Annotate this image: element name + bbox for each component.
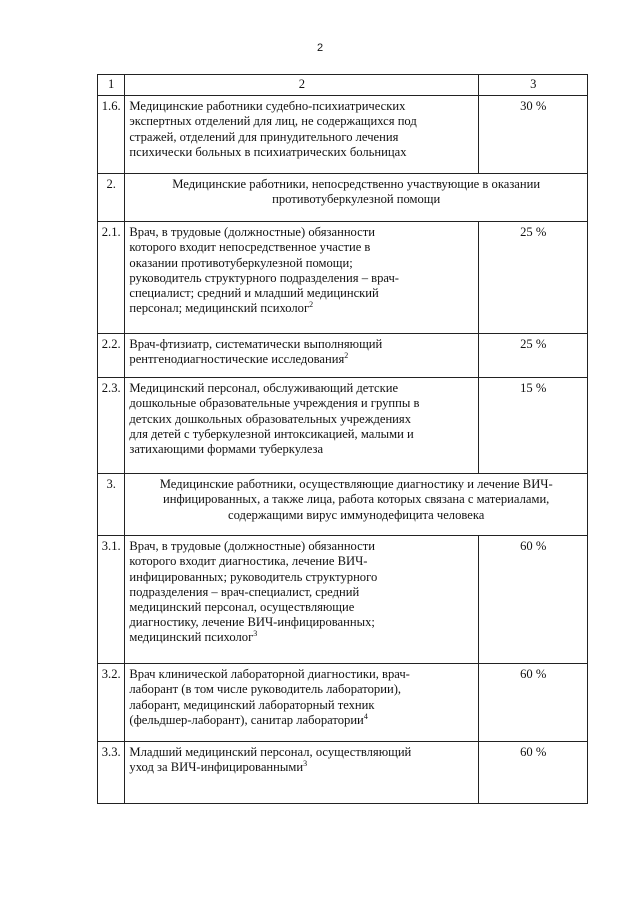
footnote-marker: 4 — [363, 711, 368, 721]
row-text: Врач клинической лабораторной диагностики, врач- лаборант (в том числе руководитель лаборатории), лаборант, медицинский лабораторный техник (фельдшер-лаборант), санитар лаборатории — [129, 667, 410, 727]
allowance-table — [97, 74, 588, 804]
table-row — [98, 222, 588, 334]
table-row — [98, 96, 588, 174]
row-number: 3.3. — [98, 742, 125, 804]
row-description — [125, 742, 479, 804]
section-row — [98, 474, 588, 536]
page-number: 2 — [316, 42, 324, 54]
row-text: Младший медицинский персонал, осуществляющий уход за ВИЧ-инфицированными — [129, 745, 412, 775]
table-row — [98, 334, 588, 378]
section-text: Медицинские работники, осуществляющие диагностику и лечение ВИЧ- инфицированных, а также лица, работа которых связана с материалами, содержащими вирус иммунодефицита человека — [159, 477, 553, 522]
row-description — [125, 536, 479, 664]
footnote-marker: 3 — [303, 759, 308, 769]
row-description — [125, 334, 479, 378]
table-row — [98, 742, 588, 804]
row-number: 2.2. — [98, 334, 125, 378]
section-title — [125, 474, 588, 536]
row-description — [125, 378, 479, 474]
footnote-marker: 2 — [344, 351, 349, 361]
section-row — [98, 174, 588, 222]
row-value: 15 % — [479, 378, 588, 474]
header-col-2: 2 — [125, 75, 479, 96]
row-value: 60 % — [479, 742, 588, 804]
table-row — [98, 536, 588, 664]
table-row — [98, 664, 588, 742]
row-text: Врач-фтизиатр, систематически выполняющий рентгенодиагностические исследования — [129, 337, 383, 367]
row-description — [125, 222, 479, 334]
row-value: 60 % — [479, 664, 588, 742]
row-value: 25 % — [479, 334, 588, 378]
footnote-marker: 3 — [253, 629, 258, 639]
row-text: Врач, в трудовые (должностные) обязанности которого входит диагностика, лечение ВИЧ- инфицированных; руководитель структурного подразделения – врач-специалист, средний медицинский персонал, осуществляющие диагностику, лечение ВИЧ-инфицированных; медицинский психолог — [129, 539, 378, 645]
row-value: 60 % — [479, 536, 588, 664]
row-description — [125, 664, 479, 742]
section-text: Медицинские работники, непосредственно участвующие в оказании противотуберкулезной помощи — [172, 177, 541, 207]
row-description — [125, 96, 479, 174]
table-header-row — [98, 75, 588, 96]
section-title — [125, 174, 588, 222]
table-row — [98, 378, 588, 474]
header-col-1: 1 — [98, 75, 125, 96]
header-col-3: 3 — [479, 75, 588, 96]
row-number: 2.1. — [98, 222, 125, 334]
row-number: 3.2. — [98, 664, 125, 742]
row-value: 25 % — [479, 222, 588, 334]
row-value: 30 % — [479, 96, 588, 174]
row-number: 3.1. — [98, 536, 125, 664]
row-text: Медицинский персонал, обслуживающий детские дошкольные образовательные учреждения и группы в детских дошкольных образовательных учреждениях для детей с туберкулезной интоксикацией, малыми и затихающими формами туберкулеза — [129, 381, 420, 457]
section-number: 2. — [98, 174, 125, 222]
row-number: 2.3. — [98, 378, 125, 474]
row-number: 1.6. — [98, 96, 125, 174]
row-text: Медицинские работники судебно-психиатрических экспертных отделений для лиц, не содержащихся под стражей, отделений для принудительного лечения психически больных в психиатрических больницах — [129, 99, 417, 159]
footnote-marker: 2 — [309, 300, 314, 310]
section-number: 3. — [98, 474, 125, 536]
row-text: Врач, в трудовые (должностные) обязанности которого входит непосредственное участие в оказании противотуберкулезной помощи; руководитель структурного подразделения – врач- специалист; средний и младший медицинский персонал; медицинский психолог — [129, 225, 400, 316]
